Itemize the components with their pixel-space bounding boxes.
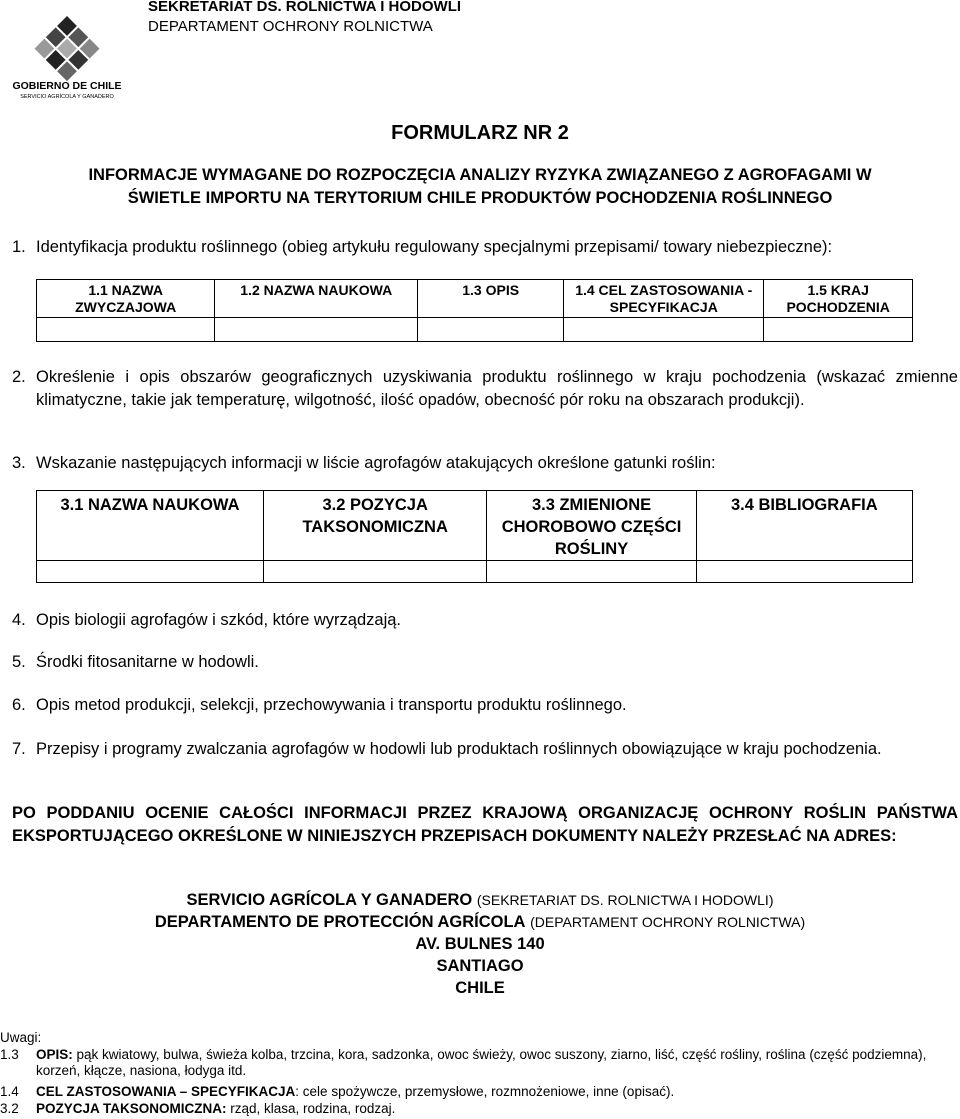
table1-header-scientific-name: 1.2 NAZWA NAUKOWA	[215, 280, 418, 318]
table2-header-affected-parts: 3.3 ZMIENIONE CHOROBOWO CZĘŚCI ROŚLINY	[487, 491, 696, 561]
section-5-text: Środki fitosanitarne w hodowli.	[36, 653, 259, 671]
note-item	[36, 1084, 954, 1100]
address-country: CHILE	[455, 979, 505, 997]
form-title: INFORMACJE WYMAGANE DO ROZPOCZĘCIA ANALIZY RYZYKA ZWIĄZANEGO Z AGROFAGAMI W ŚWIETLE IMPORTU NA TERYTORIUM CHILE PRODUKTÓW POCHODZENIA ROŚLINNEGO	[88, 166, 872, 207]
pest-list-table	[36, 490, 913, 583]
table2-cell[interactable]	[696, 561, 912, 583]
address-block	[0, 889, 960, 999]
submission-notice: PO PODDANIU OCENIE CAŁOŚCI INFORMACJI PRZEZ KRAJOWĄ ORGANIZACJĘ OCHRONY ROŚLIN PAŃSTWA EKSPORTUJĄCEGO OKREŚLONE W NINIEJSZYCH PRZEPISACH DOKUMENTY NALEŻY PRZESŁAĆ NA ADRES:	[12, 804, 958, 845]
note-number: 1.4	[0, 1084, 19, 1099]
table2-header-scientific-name: 3.1 NAZWA NAUKOWA	[37, 491, 264, 561]
section-1-number: 1.	[12, 238, 26, 256]
section-5-number: 5.	[12, 653, 26, 671]
notes-title: Uwagi:	[0, 1030, 42, 1045]
logo-graphic-icon	[8, 14, 126, 100]
section-4-number: 4.	[12, 611, 26, 629]
address-org2-note: (DEPARTAMENT OCHRONY ROLNICTWA)	[530, 914, 806, 930]
address-street: AV. BULNES 140	[415, 935, 545, 953]
section-2-number: 2.	[12, 368, 26, 386]
table1-header-description: 1.3 OPIS	[418, 280, 564, 318]
table1-header-origin-country: 1.5 KRAJ POCHODZENIA	[764, 280, 913, 318]
section-2-text: Określenie i opis obszarów geograficznych uzyskiwania produktu roślinnego w kraju pochodzenia (wskazać zmienne klimatyczne, takie jak temperaturę, wilgotność, ilość opadów, obecność pór roku na obszarach produkcji).	[36, 368, 958, 409]
table2-header-taxonomy: 3.2 POZYCJA TAKSONOMICZNA	[263, 491, 486, 561]
note-item	[36, 1101, 954, 1117]
gobierno-de-chile-logo	[8, 14, 126, 100]
section-6-text: Opis metod produkcji, selekcji, przechowywania i transportu produktu roślinnego.	[36, 696, 627, 714]
section-7-number: 7.	[12, 740, 26, 758]
table1-cell[interactable]	[564, 318, 764, 342]
svg-text:SERVICIO AGRÍCOLA Y GANADERO: SERVICIO AGRÍCOLA Y GANADERO	[20, 94, 114, 100]
table2-empty-row	[37, 561, 913, 583]
address-org1: SERVICIO AGRÍCOLA Y GANADERO	[186, 891, 473, 909]
note-number: 1.3	[0, 1047, 19, 1062]
note-text: pąk kwiatowy, bulwa, świeża kolba, trzcina, kora, sadzonka, owoc świeży, owoc suszony, ziarno, liść, część rośliny, roślina (część podziemna), korzeń, kłącze, nasiona, łodyga itd.	[36, 1047, 927, 1078]
header-ministry: SEKRETARIAT DS. ROLNICTWA I HODOWLI	[148, 0, 462, 15]
note-number: 3.2	[0, 1101, 19, 1116]
section-4-text: Opis biologii agrofagów i szkód, które wyrządzają.	[36, 611, 402, 629]
note-text: rząd, klasa, rodzina, rodzaj.	[230, 1101, 396, 1116]
section-6-number: 6.	[12, 696, 26, 714]
address-org2: DEPARTAMENTO DE PROTECCIÓN AGRÍCOLA	[154, 913, 526, 931]
table1-cell[interactable]	[215, 318, 418, 342]
table2-cell[interactable]	[487, 561, 696, 583]
header-department: DEPARTAMENT OCHRONY ROLNICTWA	[148, 18, 433, 35]
note-label: CEL ZASTOSOWANIA – SPECYFIKACJA	[36, 1084, 296, 1099]
address-city: SANTIAGO	[436, 957, 524, 975]
section-3-number: 3.	[12, 454, 26, 472]
table2-cell[interactable]	[37, 561, 264, 583]
table1-empty-row	[37, 318, 913, 342]
table1-header-purpose: 1.4 CEL ZASTOSOWANIA - SPECYFIKACJA	[564, 280, 764, 318]
table1-header-common-name: 1.1 NAZWA ZWYCZAJOWA	[37, 280, 215, 318]
note-label: POZYCJA TAKSONOMICZNA:	[36, 1101, 227, 1116]
note-item	[36, 1047, 954, 1079]
table1-cell[interactable]	[418, 318, 564, 342]
form-number: FORMULARZ NR 2	[391, 122, 569, 144]
section-1-text: Identyfikacja produktu roślinnego (obieg artykułu regulowany specjalnymi przepisami/ towary niebezpieczne):	[36, 238, 833, 256]
note-label: OPIS:	[36, 1047, 73, 1062]
note-text: : cele spożywcze, przemysłowe, rozmnożeniowe, inne (opisać).	[295, 1084, 675, 1099]
section-7-text: Przepisy i programy zwalczania agrofagów w hodowli lub produktach roślinnych obowiązujące w kraju pochodzenia.	[36, 740, 882, 758]
table1-cell[interactable]	[764, 318, 913, 342]
address-org1-note: (SEKRETARIAT DS. ROLNICTWA I HODOWLI)	[476, 892, 774, 908]
svg-text:GOBIERNO DE CHILE: GOBIERNO DE CHILE	[12, 80, 122, 92]
table1-cell[interactable]	[37, 318, 215, 342]
table2-header-bibliography: 3.4 BIBLIOGRAFIA	[696, 491, 912, 561]
table2-cell[interactable]	[263, 561, 486, 583]
product-identification-table	[36, 279, 913, 342]
section-3-text: Wskazanie następujących informacji w liście agrofagów atakujących określone gatunki roślin:	[36, 454, 716, 472]
